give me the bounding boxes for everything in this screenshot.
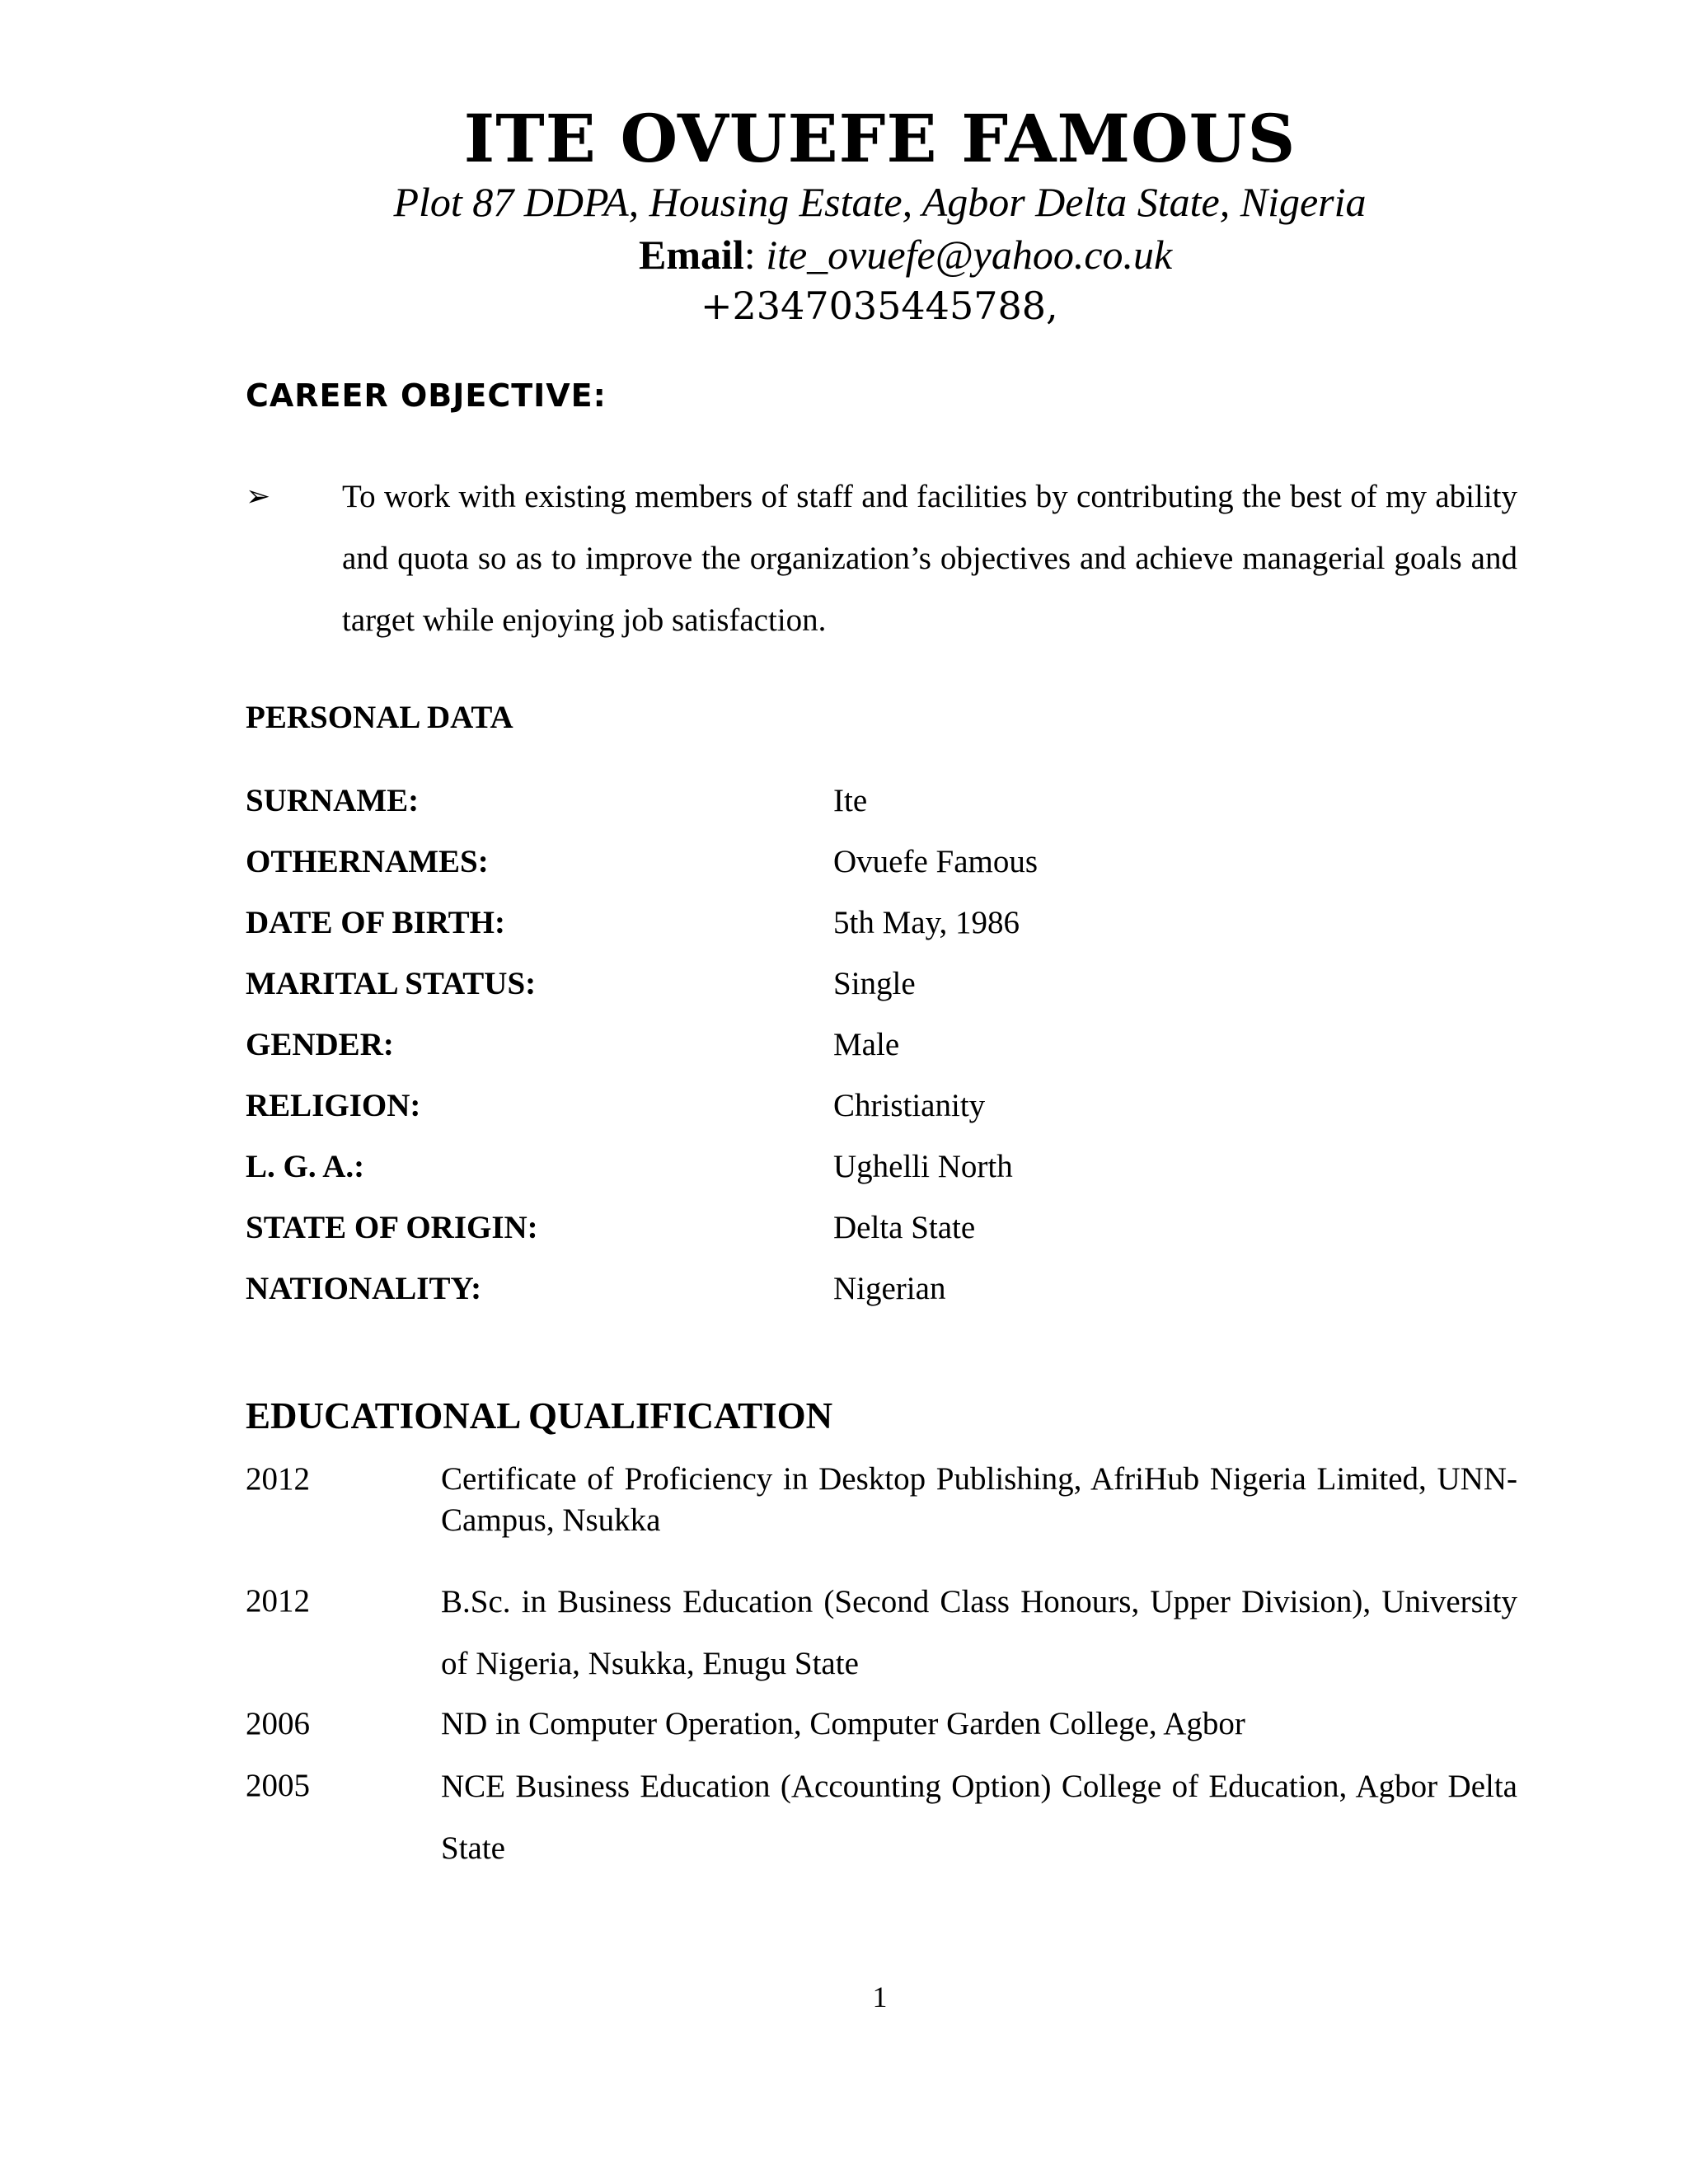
field-value: Delta State <box>833 1210 976 1245</box>
field-label: MARITAL STATUS: <box>246 966 537 1001</box>
email-label: Email <box>639 232 744 278</box>
education-year: 2012 <box>246 1461 310 1497</box>
personal-data-row <box>246 1207 1523 1268</box>
personal-data-row <box>246 902 1523 963</box>
field-label: NATIONALITY: <box>246 1271 482 1306</box>
career-objective-heading: CAREER OBJECTIVE: <box>246 377 607 414</box>
field-label: L. G. A.: <box>246 1149 365 1184</box>
field-value: Nigerian <box>833 1271 946 1306</box>
field-value: Ite <box>833 783 868 818</box>
field-label: RELIGION: <box>246 1088 421 1123</box>
personal-data-row <box>246 963 1523 1024</box>
field-value: Male <box>833 1027 900 1062</box>
address-line: Plot 87 DDPA, Housing Estate, Agbor Delta State, Nigeria <box>393 179 1367 225</box>
personal-data-row <box>246 841 1523 902</box>
field-label: SURNAME: <box>246 783 420 818</box>
education-year: 2012 <box>246 1583 310 1619</box>
personal-data-row <box>246 1085 1523 1146</box>
email-separator: : <box>743 232 767 278</box>
career-objective-text: To work with existing members of staff and facilities by contributing the best of my ability and quota so as to improve the organization’s objectives and achieve managerial goals and target while enjoying job satisfaction. <box>342 479 1517 638</box>
personal-data-row <box>246 780 1523 841</box>
personal-data-row <box>246 1024 1523 1085</box>
field-label: GENDER: <box>246 1027 394 1062</box>
field-label: STATE OF ORIGIN: <box>246 1210 538 1245</box>
education-year: 2005 <box>246 1768 310 1803</box>
page-number: 1 <box>872 1980 888 2013</box>
field-value: Ovuefe Famous <box>833 844 1039 879</box>
education-description: B.Sc. in Business Education (Second Class Honours, Upper Division), University of Nigeria, Nsukka, Enugu State <box>441 1584 1517 1681</box>
field-label: DATE OF BIRTH: <box>246 905 505 940</box>
education-description: NCE Business Education (Accounting Option) College of Education, Agbor Delta State <box>441 1769 1517 1866</box>
candidate-name: ITE OVUEFE FAMOUS <box>463 100 1296 177</box>
field-value: Christianity <box>833 1088 986 1123</box>
field-value: Ughelli North <box>833 1149 1013 1184</box>
education-heading: EDUCATIONAL QUALIFICATION <box>246 1395 833 1436</box>
education-description: ND in Computer Operation, Computer Garden College, Agbor <box>441 1706 1245 1741</box>
field-value: Single <box>833 966 916 1001</box>
personal-data-heading: PERSONAL DATA <box>246 700 513 735</box>
field-label: OTHERNAMES: <box>246 844 489 879</box>
education-description: Certificate of Proficiency in Desktop Publishing, AfriHub Nigeria Limited, UNN-Campus, Nsukka <box>441 1461 1517 1538</box>
field-value: 5th May, 1986 <box>833 905 1020 940</box>
email-line <box>639 227 1381 282</box>
education-year: 2006 <box>246 1706 310 1741</box>
personal-data-row <box>246 1268 1523 1329</box>
arrow-bullet-icon: ➢ <box>246 480 271 513</box>
personal-data-row <box>246 1146 1523 1207</box>
phone-number: +2347035445788, <box>701 284 1058 328</box>
email-address: ite_ovuefe@yahoo.co.uk <box>766 232 1173 278</box>
